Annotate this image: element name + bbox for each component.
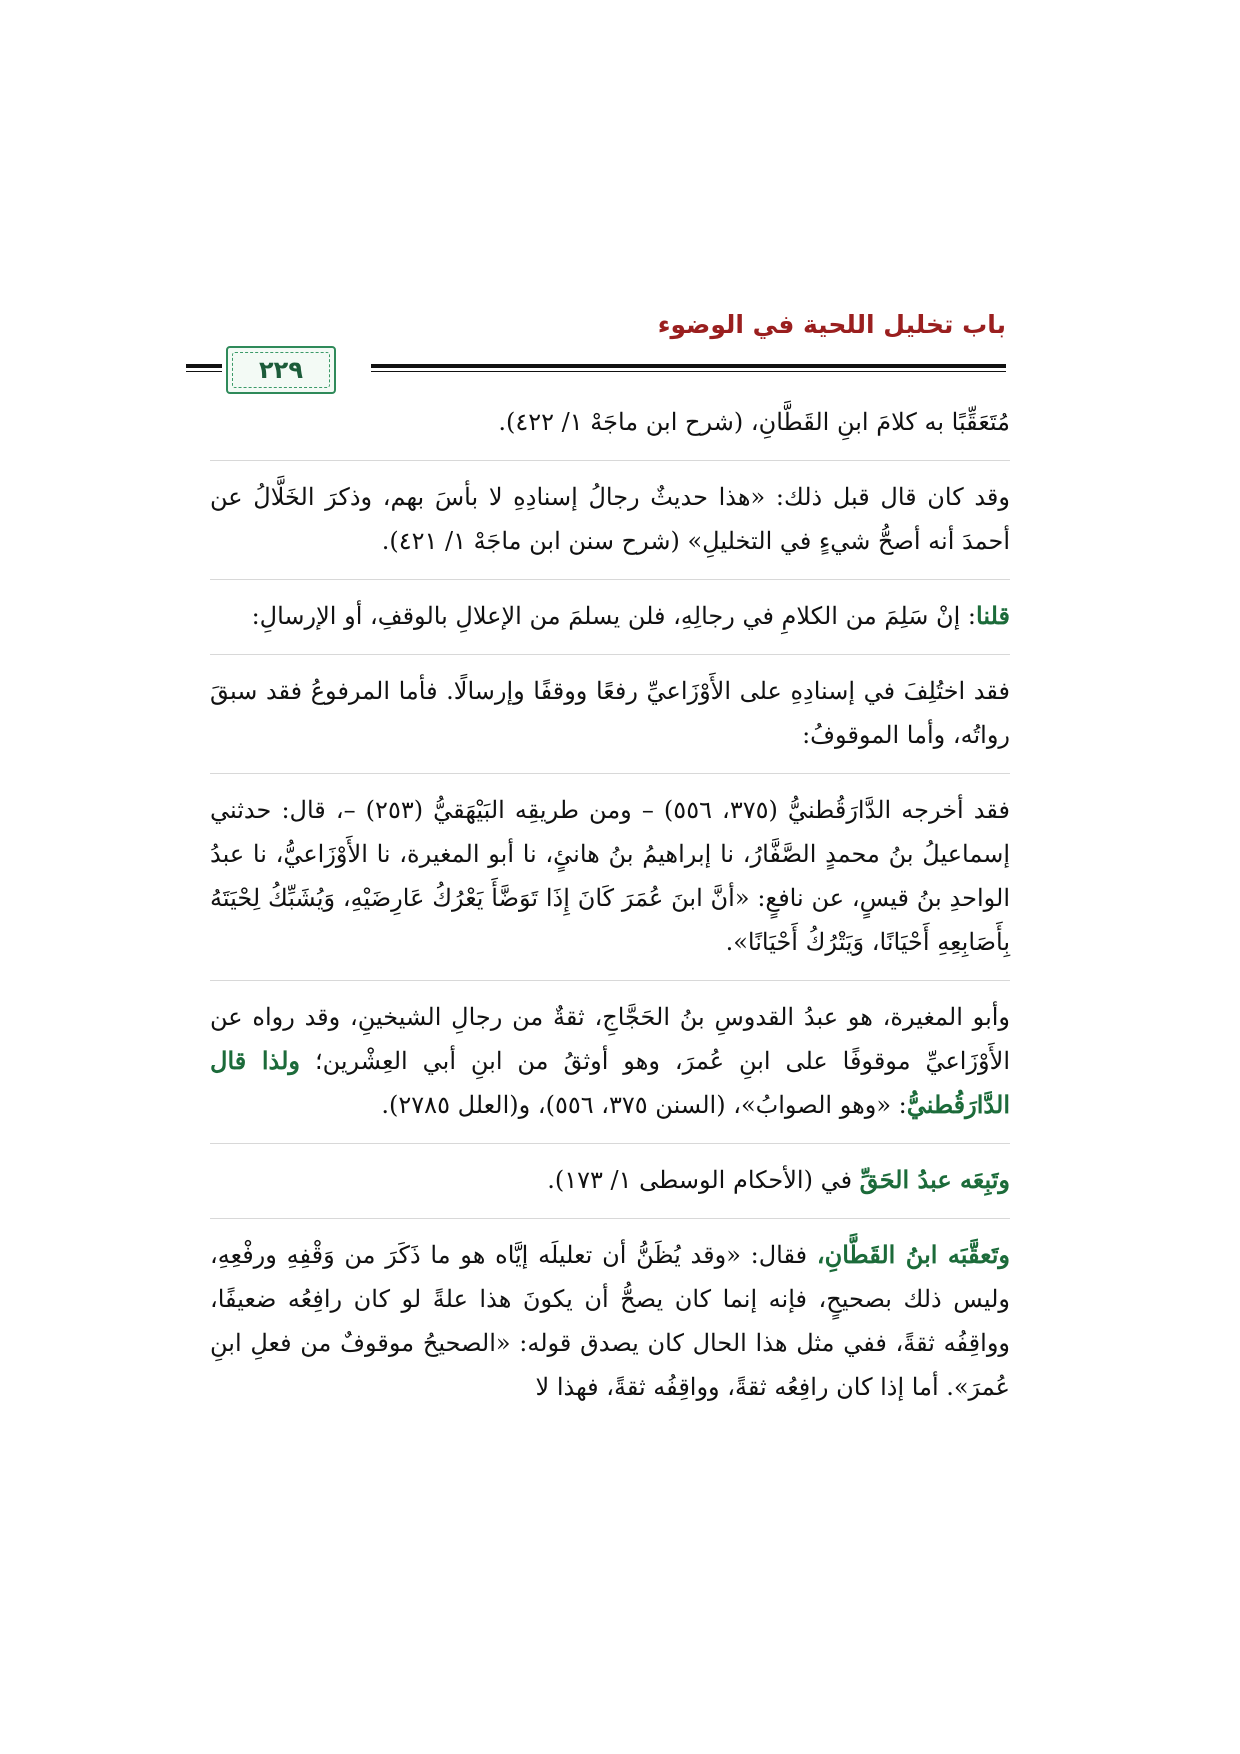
header-rule-left: [186, 364, 222, 372]
divider: [210, 1143, 1010, 1144]
paragraph-text: في (الأحكام الوسطى ١/ ١٧٣).: [547, 1166, 860, 1194]
highlight-term: قلنا: [976, 601, 1010, 630]
paragraph-4: فقد اختُلِفَ في إسنادِهِ على الأَوْزَاعيِّ رفعًا ووقفًا وإرسالًا. فأما المرفوعُ فقد سبقَ رواتُه، وأما الموقوفُ:: [210, 677, 1010, 749]
paragraph-6: [210, 995, 1010, 1127]
page-body: [210, 400, 1010, 1425]
highlight-term: وتَعقَّبَه ابنُ القَطَّانِ،: [816, 1240, 1010, 1269]
divider: [210, 773, 1010, 774]
page-number-badge: [226, 346, 336, 394]
divider: [210, 1218, 1010, 1219]
paragraph-3: [210, 594, 1010, 638]
paragraph-1: مُتَعَقِّبًا به كلامَ ابنِ القَطَّانِ، (شرح ابن ماجَهْ ١/ ٤٢٢).: [498, 408, 1010, 436]
divider: [210, 579, 1010, 580]
paragraph-2: وقد كان قال قبل ذلك: «هذا حديثٌ رجالُ إسنادِهِ لا بأسَ بهم، وذكرَ الخَلَّالُ عن أحمدَ أنه أصحُّ شيءٍ في التخليلِ» (شرح سنن ابن ماجَهْ ١/ ٤٢١).: [210, 483, 1010, 555]
paragraph-7: [210, 1158, 1010, 1202]
paragraph-5: فقد أخرجه الدَّارَقُطنيُّ (٣٧٥، ٥٥٦) – ومن طريقِه البَيْهَقيُّ (٢٥٣) –، قال: حدثني إسماعيلُ بنُ محمدٍ الصَّفَّارُ، نا إبراهيمُ بنُ هانئٍ، نا أبو المغيرة، نا الأَوْزَاعيُّ، نا عبدُ الواحدِ بنُ قيسٍ، عن نافعٍ: «أنَّ ابنَ عُمَرَ كَانَ إِذَا تَوَضَّأَ يَعْرُكُ عَارِضَيْهِ، وَيُشَبِّكُ لِحْيَتَهُ بِأَصَابِعِهِ أَحْيَانًا، وَيَتْرُكُ أَحْيَانًا».: [210, 796, 1011, 956]
divider: [210, 460, 1010, 461]
paragraph-text: : «وهو الصوابُ»، (السنن ٣٧٥، ٥٥٦)، و(العلل ٢٧٨٥).: [381, 1091, 907, 1119]
paragraph-8: [210, 1233, 1010, 1409]
highlight-term: ولذا قال الدَّارَقُطنيُّ: [210, 1046, 1010, 1119]
highlight-term: وتَبِعَه عبدُ الحَقِّ: [859, 1165, 1010, 1194]
paragraph-text: : إنْ سَلِمَ من الكلامِ في رجالِهِ، فلن يسلمَ من الإعلالِ بالوقفِ، أو الإرسالِ:: [251, 602, 977, 630]
divider: [210, 654, 1010, 655]
page-number: ٢٢٩: [259, 356, 303, 384]
paragraph-text: وأبو المغيرة، هو عبدُ القدوسِ بنُ الحَجَّاجِ، ثقةٌ من رجالِ الشيخينِ، وقد رواه عن الأَوْزَاعيِّ موقوفًا على ابنِ عُمرَ، وهو أوثقُ من ابنِ أبي العِشْرين؛: [210, 1003, 1010, 1075]
page-header: [186, 310, 1006, 410]
paragraph-text: فقال: «وقد يُظَنُّ أن تعليلَه إيَّاه هو ما ذَكَرَ من وَقْفِهِ ورفْعِهِ، وليس ذلك بصحيحٍ، فإنه إنما كان يصحُّ أن يكونَ هذا علةً لو كان رافِعُه ضعيفًا، وواقِفُه ثقةً، ففي مثل هذا الحال كان يصدق قوله: «الصحيحُ موقوفٌ من فعلِ ابنِ عُمرَ». أما إذا كان رافِعُه ثقةً، وواقِفُه ثقةً، فهذا لا: [210, 1241, 1011, 1401]
header-rule: [371, 364, 1006, 372]
divider: [210, 980, 1010, 981]
running-title: باب تخليل اللحية في الوضوء: [657, 310, 1006, 339]
